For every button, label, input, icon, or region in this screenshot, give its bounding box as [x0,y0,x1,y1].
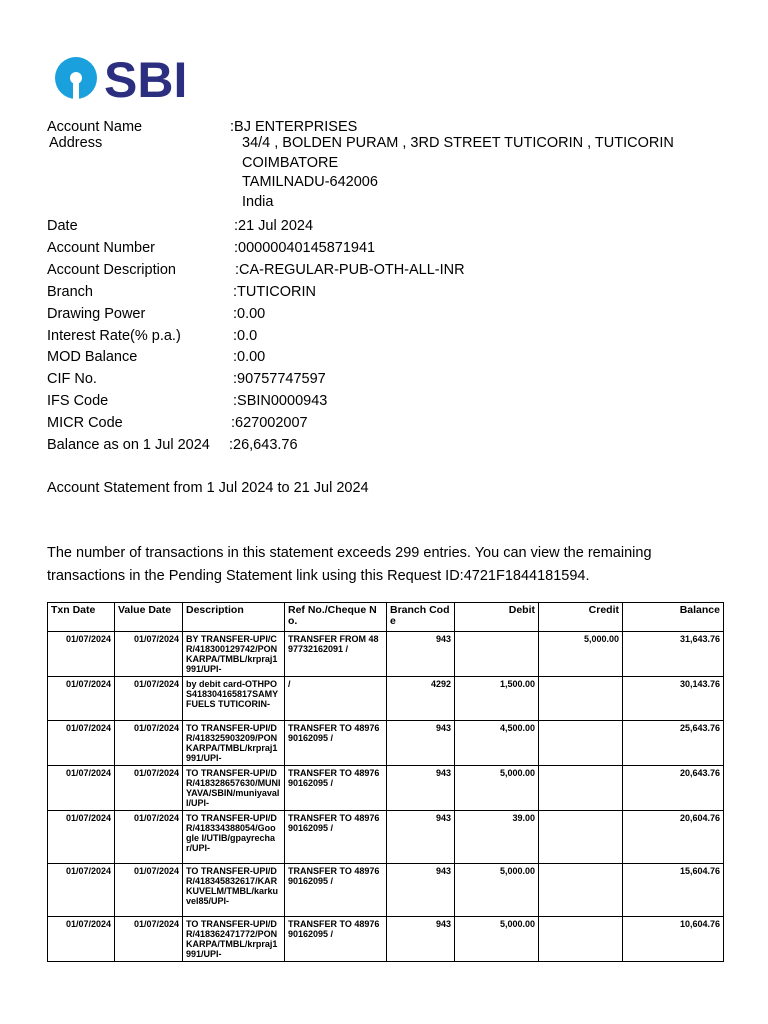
sbi-logo [54,54,204,104]
branch-code: 943 [387,917,455,962]
table-row [48,721,724,766]
account-description-label: Account Description [47,262,176,278]
address-label: Address [49,135,103,151]
ref-no: TRANSFER TO 4897690162095 / [285,864,387,917]
date-value: :21 Jul 2024 [234,218,314,234]
description: TO TRANSFER-UPI/DR/418328657630/MUNIYAVA/SBIN/muniyavall/UPI- [183,766,285,811]
opening-balance-value: :26,643.76 [229,437,298,453]
header-value-date: Value Date [115,603,183,632]
debit: 1,500.00 [455,677,539,721]
micr-code-value: :627002007 [231,415,308,431]
debit: 5,000.00 [455,917,539,962]
balance: 20,643.76 [623,766,724,811]
value-date: 01/07/2024 [115,766,183,811]
credit: 5,000.00 [539,632,623,677]
mod-balance-value: :0.00 [233,349,266,365]
credit [539,677,623,721]
mod-balance-label: MOD Balance [47,349,138,365]
ref-no: TRANSFER TO 4897690162095 / [285,917,387,962]
debit: 39.00 [455,811,539,864]
table-row [48,864,724,917]
branch-code: 943 [387,632,455,677]
branch-code: 943 [387,721,455,766]
account-info [47,117,747,457]
account-description-value: :CA-REGULAR-PUB-OTH-ALL-INR [235,262,465,278]
txn-date: 01/07/2024 [48,864,115,917]
debit: 5,000.00 [455,766,539,811]
micr-code-label: MICR Code [47,415,123,431]
drawing-power-value: :0.00 [233,306,266,322]
logo-text: SBI [104,54,188,104]
statement-period: Account Statement from 1 Jul 2024 to 21 Jul 2024 [47,480,369,496]
notice-line-1: The number of transactions in this statement exceeds 299 entries. You can view the remaining [47,545,652,561]
table-row [48,632,724,677]
branch-code: 943 [387,811,455,864]
txn-date: 01/07/2024 [48,917,115,962]
debit: 4,500.00 [455,721,539,766]
table-row [48,917,724,962]
ifs-code-value: :SBIN0000943 [233,393,328,409]
interest-rate-label: Interest Rate(% p.a.) [47,328,181,344]
value-date: 01/07/2024 [115,677,183,721]
value-date: 01/07/2024 [115,721,183,766]
drawing-power-label: Drawing Power [47,306,146,322]
description: TO TRANSFER-UPI/DR/418325903209/PONKARPA/TMBL/krpraj1991/UPI- [183,721,285,766]
balance: 15,604.76 [623,864,724,917]
account-name-value: :BJ ENTERPRISES [230,119,358,135]
header-branch-code: Branch Code [387,603,455,632]
balance: 10,604.76 [623,917,724,962]
table-row [48,766,724,811]
address-line-3: TAMILNADU-642006 [242,174,378,190]
value-date: 01/07/2024 [115,917,183,962]
account-number-value: :00000040145871941 [234,240,376,256]
header-description: Description [183,603,285,632]
credit [539,766,623,811]
credit [539,917,623,962]
balance: 30,143.76 [623,677,724,721]
txn-date: 01/07/2024 [48,811,115,864]
credit [539,811,623,864]
debit [455,632,539,677]
ref-no: / [285,677,387,721]
description: TO TRANSFER-UPI/DR/418334388054/Google I/UTIB/gpayrechar/UPI- [183,811,285,864]
description: by debit card-OTHPOS418304165817SAMY FUELS TUTICORIN- [183,677,285,721]
address-line-4: India [242,194,274,210]
date-label: Date [47,218,78,234]
description: BY TRANSFER-UPI/CR/418300129742/PONKARPA/TMBL/krpraj1991/UPI- [183,632,285,677]
opening-balance-label: Balance as on 1 Jul 2024 [47,437,210,453]
branch-code: 943 [387,864,455,917]
ref-no: TRANSFER TO 4897690162095 / [285,721,387,766]
notice-line-2: transactions in the Pending Statement link using this Request ID:4721F1844181594. [47,568,590,584]
value-date: 01/07/2024 [115,632,183,677]
txn-date: 01/07/2024 [48,721,115,766]
transactions-table [47,602,724,962]
header-ref-no: Ref No./Cheque No. [285,603,387,632]
ref-no: TRANSFER FROM 4897732162091 / [285,632,387,677]
cif-label: CIF No. [47,371,97,387]
description: TO TRANSFER-UPI/DR/418345832617/KARKUVELM/TMBL/karkuvel85/UPI- [183,864,285,917]
header-txn-date: Txn Date [48,603,115,632]
ref-no: TRANSFER TO 4897690162095 / [285,811,387,864]
value-date: 01/07/2024 [115,864,183,917]
ifs-code-label: IFS Code [47,393,109,409]
interest-rate-value: :0.0 [233,328,258,344]
value-date: 01/07/2024 [115,811,183,864]
account-name-label: Account Name [47,119,143,135]
header-debit: Debit [455,603,539,632]
balance: 31,643.76 [623,632,724,677]
debit: 5,000.00 [455,864,539,917]
txn-date: 01/07/2024 [48,766,115,811]
address-line-1: 34/4 , BOLDEN PURAM , 3RD STREET TUTICORIN , TUTICORIN [242,135,674,151]
branch-code: 4292 [387,677,455,721]
balance: 20,604.76 [623,811,724,864]
branch-code: 943 [387,766,455,811]
table-header-row [48,603,724,632]
balance: 25,643.76 [623,721,724,766]
address-line-2: COIMBATORE [242,155,339,171]
txn-date: 01/07/2024 [48,677,115,721]
table-row [48,677,724,721]
table-row [48,811,724,864]
header-balance: Balance [623,603,724,632]
account-number-label: Account Number [47,240,155,256]
branch-label: Branch [47,284,93,300]
ref-no: TRANSFER TO 4897690162095 / [285,766,387,811]
cif-value: :90757747597 [233,371,326,387]
description: TO TRANSFER-UPI/DR/418362471772/PONKARPA/TMBL/krpraj1991/UPI- [183,917,285,962]
credit [539,864,623,917]
txn-date: 01/07/2024 [48,632,115,677]
credit [539,721,623,766]
header-credit: Credit [539,603,623,632]
branch-value: :TUTICORIN [233,284,316,300]
